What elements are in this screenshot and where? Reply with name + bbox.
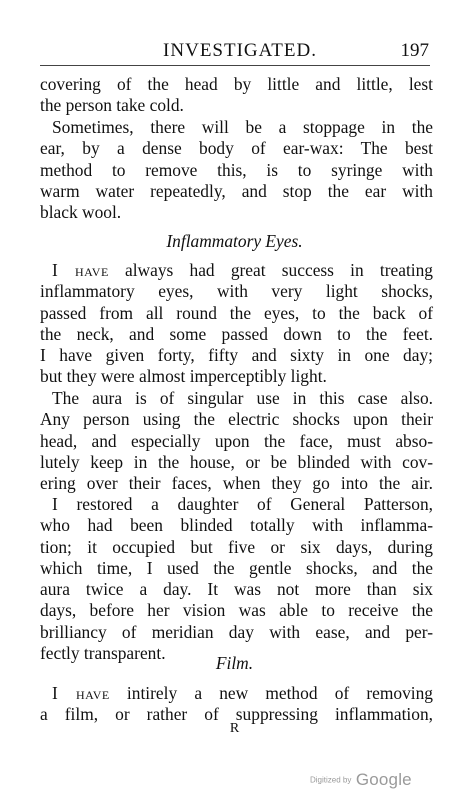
header-rule xyxy=(40,65,430,66)
page-header xyxy=(0,40,469,68)
digitized-watermark xyxy=(310,770,412,790)
text-line: ear, by a dense body of ear-wax: The best xyxy=(40,138,433,159)
text-line: warm water repeatedly, and stop the ear with xyxy=(40,180,433,201)
text-line: lutely keep in the house, or be blinded with cov- xyxy=(40,451,433,472)
text-line: black wool. xyxy=(40,202,122,223)
section-heading-film: Film. xyxy=(215,653,254,673)
text-line-rest: intirely a new method of removing xyxy=(109,683,433,703)
text-line: a film, or rather of suppressing inflammation, xyxy=(40,704,433,725)
paragraph-patterson xyxy=(40,494,433,664)
text-line: but they were almost imperceptibly light. xyxy=(40,366,327,387)
text-line: fectly transparent. xyxy=(40,643,166,664)
paragraph-continuation xyxy=(40,74,433,117)
google-logo: Google xyxy=(355,770,412,789)
text-line: the person take cold. xyxy=(40,95,184,116)
text-line: ering over their faces, when they go into the air. xyxy=(40,473,433,494)
paragraph-ear-wax xyxy=(40,117,433,223)
text-line: inflammatory eyes, with very light shocks, xyxy=(40,281,433,302)
paragraph-film xyxy=(40,683,433,726)
text-line: the neck, and some passed down to the feet. xyxy=(40,323,433,344)
text-line: The aura is of singular use in this case also. xyxy=(52,388,433,408)
lead-words: I have xyxy=(52,260,109,280)
lead-words: I have xyxy=(52,683,110,703)
text-line: head, and especially upon the face, must abso- xyxy=(40,430,433,451)
text-line: I restored a daughter of General Patterson, xyxy=(52,494,433,514)
running-head: INVESTIGATED. xyxy=(163,40,317,61)
text-line: Sometimes, there will be a stoppage in the xyxy=(52,117,433,137)
text-line: which time, I used the gentle shocks, and the xyxy=(40,557,433,578)
text-line: passed from all round the eyes, to the back of xyxy=(40,302,433,323)
text-line: covering of the head by little and little, lest xyxy=(40,74,433,94)
section-heading-inflammatory-eyes: Inflammatory Eyes. xyxy=(166,231,303,251)
text-line: tion; it occupied but five or six days, during xyxy=(40,536,433,557)
text-line-rest: always had great success in treating xyxy=(108,260,434,280)
text-line xyxy=(40,683,433,704)
text-line: who had been blinded totally with inflamma- xyxy=(40,515,433,536)
text-line: brilliancy of meridian day with ease, and per- xyxy=(40,621,433,642)
watermark-prefix: Digitized by xyxy=(310,775,352,785)
text-line: aura twice a day. It was not more than six xyxy=(40,579,433,600)
signature-mark: R xyxy=(229,721,240,736)
text-line: days, before her vision was able to receive the xyxy=(40,600,433,621)
text-line: Any person using the electric shocks upon their xyxy=(40,409,433,430)
text-line xyxy=(40,260,433,281)
text-line: method to remove this, is to syringe with xyxy=(40,159,433,180)
paragraph-inflammatory-eyes xyxy=(40,260,433,388)
text-line: I have given forty, fifty and sixty in one day; xyxy=(40,345,433,366)
paragraph-aura xyxy=(40,388,433,494)
page-number: 197 xyxy=(400,40,429,61)
